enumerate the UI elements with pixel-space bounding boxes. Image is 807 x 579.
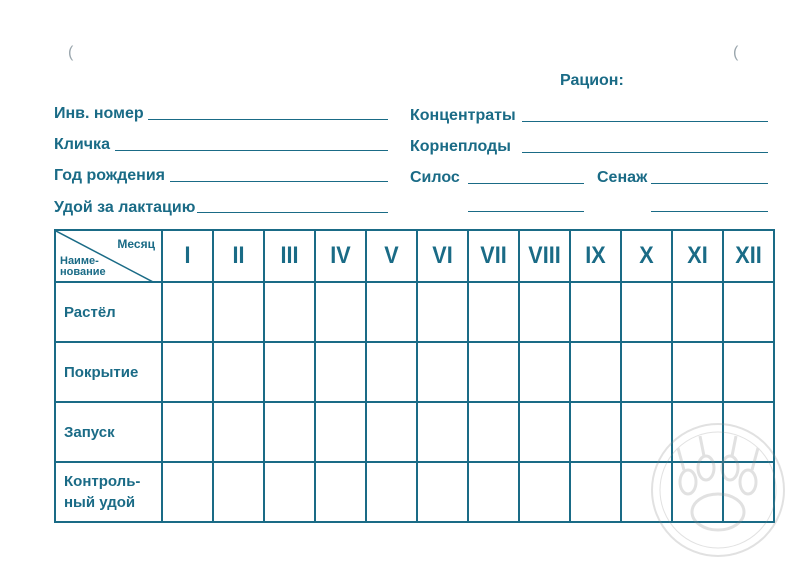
row-label-line-1: Контроль- bbox=[64, 473, 141, 490]
table-cell[interactable] bbox=[570, 462, 621, 522]
month-header: IX bbox=[573, 230, 619, 282]
lactation-yield-line[interactable] bbox=[197, 212, 388, 213]
row-label-line-2: ный удой bbox=[64, 494, 136, 511]
table-cell[interactable] bbox=[570, 342, 621, 402]
table-cell[interactable] bbox=[315, 282, 366, 342]
table-cell[interactable] bbox=[213, 342, 264, 402]
month-header: VII bbox=[471, 230, 517, 282]
haylage-line-extra[interactable] bbox=[651, 211, 768, 212]
table-cell[interactable] bbox=[162, 462, 213, 522]
table-cell[interactable] bbox=[519, 282, 570, 342]
concentrates-label: Концентраты bbox=[410, 107, 516, 124]
table-cell[interactable] bbox=[162, 402, 213, 462]
punch-hole-right: ( bbox=[733, 44, 739, 61]
table-header-row bbox=[55, 230, 774, 282]
month-header: X bbox=[624, 230, 670, 282]
table-cell[interactable] bbox=[366, 342, 417, 402]
ration-title: Рацион: bbox=[560, 72, 624, 89]
month-header: XI bbox=[675, 230, 721, 282]
table-cell[interactable] bbox=[213, 282, 264, 342]
table-cell[interactable] bbox=[417, 462, 468, 522]
birth-year-line[interactable] bbox=[170, 181, 388, 182]
table-cell[interactable] bbox=[315, 402, 366, 462]
month-header: XII bbox=[726, 230, 772, 282]
table-cell[interactable] bbox=[366, 282, 417, 342]
table-cell[interactable] bbox=[468, 282, 519, 342]
month-header: V bbox=[369, 230, 415, 282]
table-cell[interactable] bbox=[672, 342, 723, 402]
table-cell[interactable] bbox=[723, 342, 774, 402]
corner-name-label bbox=[60, 256, 106, 278]
table-cell[interactable] bbox=[468, 342, 519, 402]
inv-number-line[interactable] bbox=[148, 119, 388, 120]
table-cell[interactable] bbox=[621, 282, 672, 342]
corner-name-line-2: нование bbox=[60, 266, 106, 278]
table-cell[interactable] bbox=[366, 402, 417, 462]
row-label-calving: Растёл bbox=[55, 282, 162, 342]
silage-label: Силос bbox=[410, 169, 460, 186]
birth-year-label: Год рождения bbox=[54, 167, 166, 184]
table-cell[interactable] bbox=[213, 402, 264, 462]
table-cell[interactable] bbox=[570, 282, 621, 342]
table-cell[interactable] bbox=[519, 342, 570, 402]
table-cell[interactable] bbox=[264, 342, 315, 402]
nickname-label: Кличка bbox=[54, 136, 110, 153]
table-cell[interactable] bbox=[315, 462, 366, 522]
haylage-label: Сенаж bbox=[597, 169, 648, 186]
table-cell[interactable] bbox=[417, 402, 468, 462]
bear-paw-seal-icon bbox=[648, 420, 788, 560]
table-cell[interactable] bbox=[570, 402, 621, 462]
month-header: II bbox=[216, 230, 262, 282]
silage-line-extra[interactable] bbox=[468, 211, 584, 212]
table-cell[interactable] bbox=[162, 282, 213, 342]
table-cell[interactable] bbox=[519, 402, 570, 462]
table-cell[interactable] bbox=[468, 402, 519, 462]
table-corner-header bbox=[55, 230, 162, 282]
table-cell[interactable] bbox=[723, 282, 774, 342]
table-cell[interactable] bbox=[417, 342, 468, 402]
table-cell[interactable] bbox=[366, 462, 417, 522]
haylage-line[interactable] bbox=[651, 183, 768, 184]
month-header: VIII bbox=[522, 230, 568, 282]
month-header: I bbox=[165, 230, 211, 282]
month-header: VI bbox=[420, 230, 466, 282]
table-cell[interactable] bbox=[519, 462, 570, 522]
table-cell[interactable] bbox=[672, 282, 723, 342]
table-cell[interactable] bbox=[468, 462, 519, 522]
corner-month-label: Месяц bbox=[117, 237, 155, 251]
inv-number-label: Инв. номер bbox=[54, 105, 144, 122]
punch-hole-left: ( bbox=[68, 44, 74, 61]
table-row-calving bbox=[55, 282, 774, 342]
nickname-line[interactable] bbox=[115, 150, 388, 151]
table-row-breeding bbox=[55, 342, 774, 402]
table-cell[interactable] bbox=[213, 462, 264, 522]
table-cell[interactable] bbox=[264, 402, 315, 462]
corner-name-line-1: Наиме- bbox=[60, 255, 99, 267]
row-label-breeding: Покрытие bbox=[55, 342, 162, 402]
month-header: IV bbox=[318, 230, 364, 282]
table-cell[interactable] bbox=[264, 282, 315, 342]
row-label-dry-off: Запуск bbox=[55, 402, 162, 462]
root-crops-line[interactable] bbox=[522, 152, 768, 153]
root-crops-label: Корнеплоды bbox=[410, 138, 511, 155]
table-cell[interactable] bbox=[264, 462, 315, 522]
row-label-control-milking bbox=[55, 462, 162, 522]
silage-line[interactable] bbox=[468, 183, 584, 184]
month-header: III bbox=[267, 230, 313, 282]
table-cell[interactable] bbox=[621, 342, 672, 402]
concentrates-line[interactable] bbox=[522, 121, 768, 122]
table-cell[interactable] bbox=[162, 342, 213, 402]
table-cell[interactable] bbox=[417, 282, 468, 342]
lactation-yield-label: Удой за лактацию bbox=[54, 199, 196, 216]
table-cell[interactable] bbox=[315, 342, 366, 402]
